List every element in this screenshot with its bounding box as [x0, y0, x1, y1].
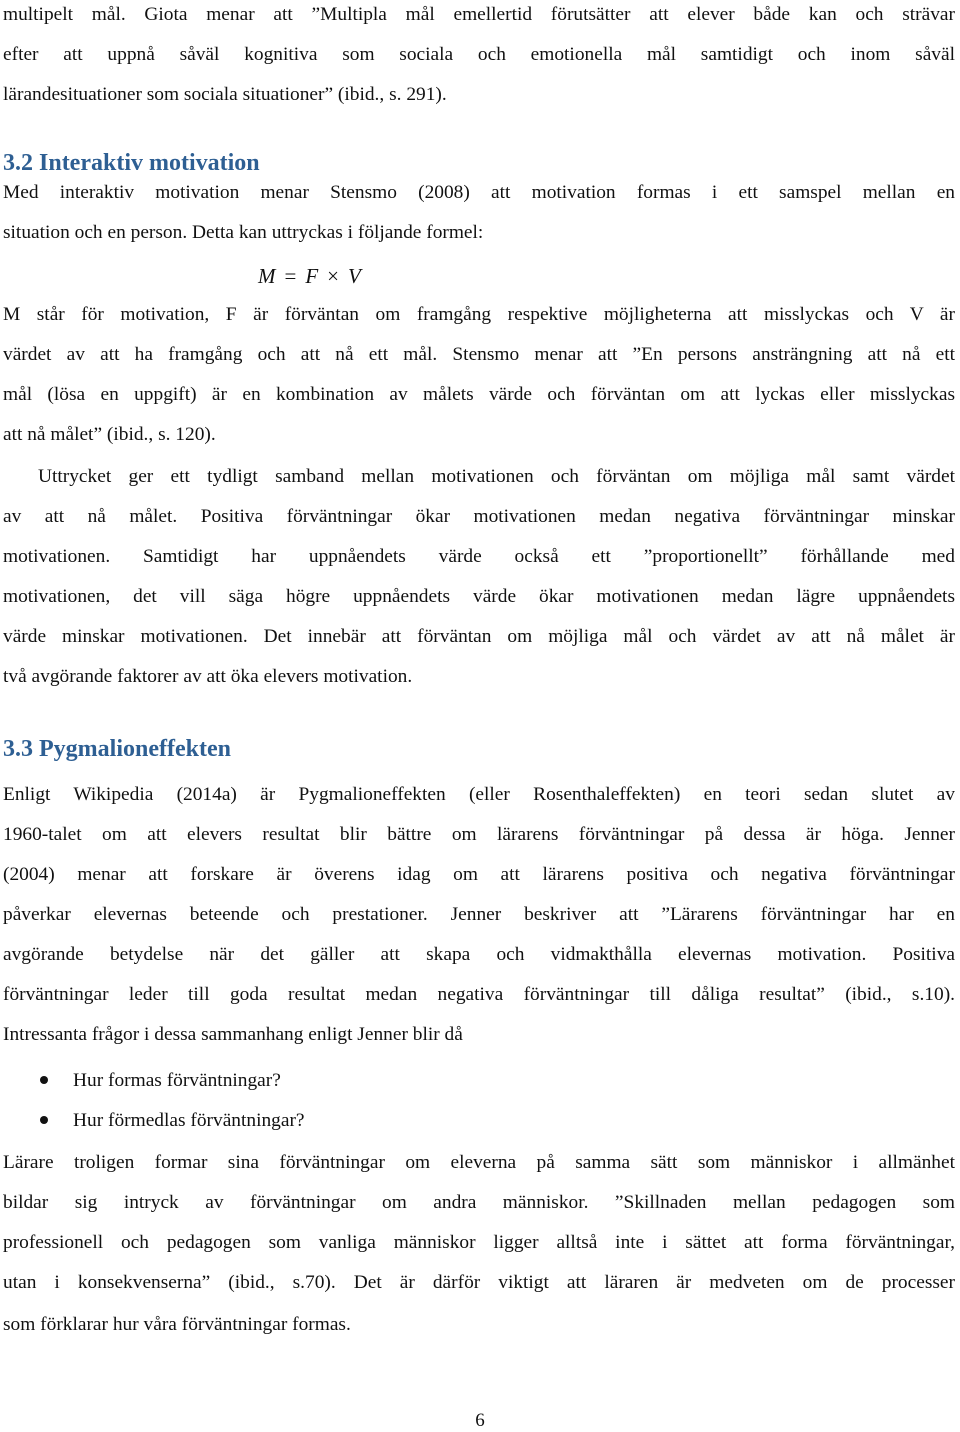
paragraph-line: efter att uppnå såväl kognitiva som sociala och emotionella mål samtidigt och inom såväl [3, 44, 955, 65]
paragraph-line: två avgörande faktorer av att öka elevers motivation. [3, 666, 413, 687]
paragraph-line: utan i konsekvenserna” (ibid., s.70). Det är därför viktigt att läraren är medveten om de processer [3, 1272, 955, 1293]
bullet-icon [40, 1076, 48, 1084]
formula-v: V [348, 264, 361, 288]
paragraph-line: professionell och pedagogen som vanliga människor ligger alltså inte i sättet att forma förväntningar, [3, 1232, 955, 1253]
paragraph-line: Lärare troligen formar sina förväntningar om eleverna på samma sätt som människor i allmänhet [3, 1152, 955, 1173]
paragraph-line: situation och en person. Detta kan uttryckas i följande formel: [3, 222, 484, 243]
paragraph-line: M står för motivation, F är förväntan om framgång respektive möjligheterna att misslyckas och V är [3, 304, 955, 325]
bullet-text: Hur formas förväntningar? [73, 1070, 281, 1091]
paragraph-line: 1960-talet om att elevers resultat blir bättre om lärarens förväntningar på dessa är höga. Jenner [3, 824, 955, 845]
section-heading-3-2: 3.2 Interaktiv motivation [3, 150, 260, 176]
paragraph-line: mål (lösa en uppgift) är en kombination av målets värde och förväntan om att lyckas eller misslyckas [3, 384, 955, 405]
paragraph-line: Intressanta frågor i dessa sammanhang enligt Jenner blir då [3, 1024, 463, 1045]
section-heading-3-3: 3.3 Pygmalioneffekten [3, 736, 231, 762]
bullet-icon [40, 1116, 48, 1124]
bullet-item [40, 1108, 305, 1134]
motivation-formula [258, 262, 361, 290]
paragraph-line: motivationen, det vill säga högre uppnåendets värde ökar motivationen medan lägre uppnåendets [3, 586, 955, 607]
paragraph-line: avgörande betydelse när det gäller att skapa och vidmakthålla elevernas motivation. Positiva [3, 944, 955, 965]
paragraph-line: värdet av att ha framgång och att nå ett mål. Stensmo menar att ”En persons ansträngning att nå ett [3, 344, 955, 365]
paragraph-line: av att nå målet. Positiva förväntningar ökar motivationen medan negativa förväntningar minskar [3, 506, 955, 527]
formula-equals: = [284, 264, 297, 288]
paragraph-line: Med interaktiv motivation menar Stensmo (2008) att motivation formas i ett samspel mellan en [3, 182, 955, 203]
formula-m: M [258, 264, 276, 288]
paragraph-line: att nå målet” (ibid., s. 120). [3, 424, 216, 445]
paragraph-line: (2004) menar att forskare är överens idag om att lärarens positiva och negativa förväntningar [3, 864, 955, 885]
paragraph-line: lärandesituationer som sociala situationer” (ibid., s. 291). [3, 84, 447, 105]
paragraph-line: Enligt Wikipedia (2014a) är Pygmalioneffekten (eller Rosenthaleffekten) en teori sedan slutet av [3, 784, 955, 805]
formula-f: F [305, 264, 319, 288]
paragraph-line: motivationen. Samtidigt har uppnåendets värde också ett ”proportionellt” förhållande med [3, 546, 955, 567]
paragraph-line: förväntningar leder till goda resultat medan negativa förväntningar till dåliga resultat” (ibid., s.10). [3, 984, 955, 1005]
paragraph-line: som förklarar hur våra förväntningar formas. [3, 1314, 351, 1335]
bullet-item [40, 1068, 281, 1094]
paragraph-line: bildar sig intryck av förväntningar om andra människor. ”Skillnaden mellan pedagogen som [3, 1192, 955, 1213]
page-number: 6 [475, 1410, 485, 1431]
paragraph-line: påverkar elevernas beteende och prestationer. Jenner beskriver att ”Lärarens förväntningar har en [3, 904, 955, 925]
paragraph-line: Uttrycket ger ett tydligt samband mellan motivationen och förväntan om möjliga mål samt värdet [38, 466, 955, 487]
bullet-text: Hur förmedlas förväntningar? [73, 1110, 305, 1131]
formula-times: × [327, 264, 340, 288]
paragraph-line: multipelt mål. Giota menar att ”Multipla mål emellertid förutsätter att elever både kan och strävar [3, 4, 955, 25]
paragraph-line: värde minskar motivationen. Det innebär att förväntan om möjliga mål och värdet av att nå målet är [3, 626, 955, 647]
